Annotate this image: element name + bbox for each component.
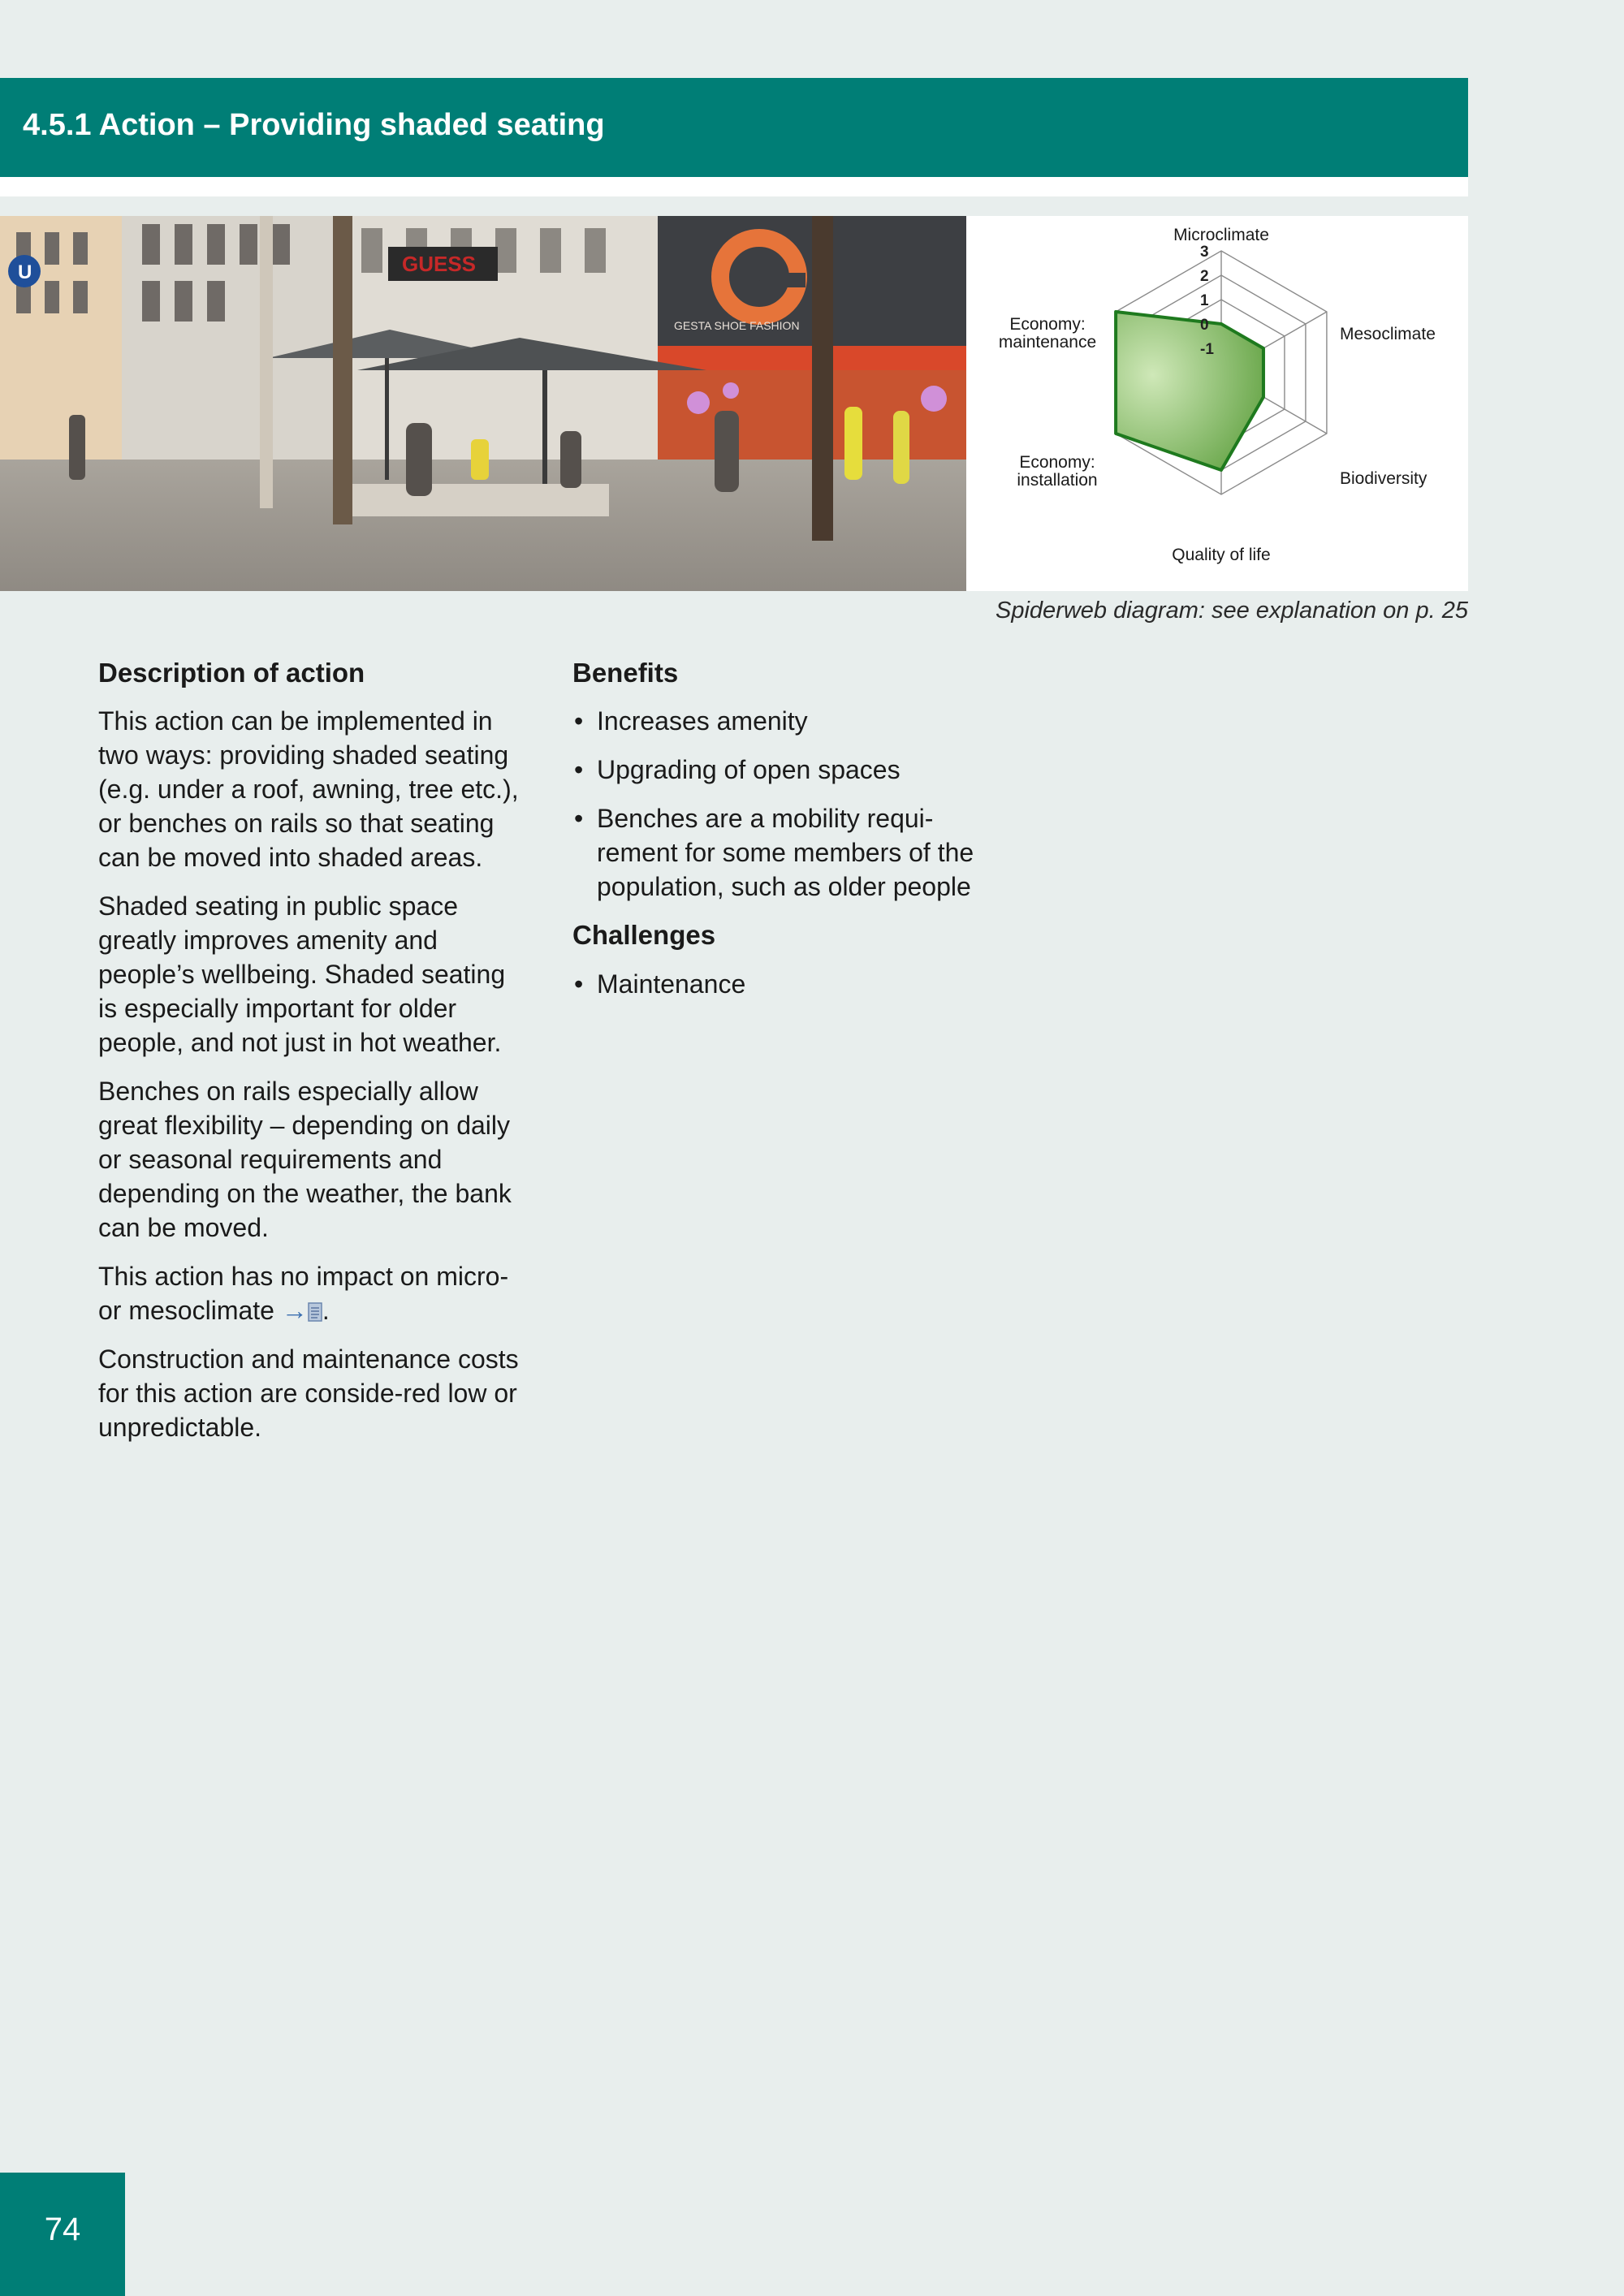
description-paragraph-2: Shaded seating in public space greatly improves amenity and people’s wellbeing. Shaded seating is especially important for older people, and not just in hot weather. (98, 891, 506, 1058)
benefit-text: Benches are a mobility requi-rement for some members of the population, such as older people (597, 804, 974, 902)
radar-axis-label: Mesoclimate (1340, 325, 1436, 343)
radar-axis-label: Economy: installation (1017, 453, 1098, 490)
document-icon (308, 1302, 322, 1322)
metro-sign: U (18, 261, 32, 283)
radar-tick-label: 3 (1200, 244, 1209, 261)
radar-axis-label: Biodiversity (1340, 469, 1427, 488)
challenges-list (572, 967, 987, 1001)
benefit-text: Increases amenity (597, 706, 808, 736)
costs-paragraph: Construction and maintenance costs for this action are conside-red low or unpredictable. (98, 1344, 519, 1443)
description-paragraph-3: Benches on rails especially allow great flexibility – depending on daily or seasonal requirements and depending on the weather, the bank can be moved. (98, 1077, 512, 1243)
description-heading: Description of action (98, 658, 365, 688)
store-sign-text: GESTA SHOE FASHION (674, 319, 800, 332)
header-divider-strip (0, 177, 1468, 196)
benefit-text: Upgrading of open spaces (597, 755, 901, 785)
description-column (98, 656, 529, 1459)
page-number-box (0, 2173, 125, 2296)
bullet-icon: • (574, 969, 584, 999)
radar-axis-label: Microclimate (1173, 226, 1269, 244)
bullet-icon: • (574, 706, 584, 736)
radar-chart (966, 216, 1468, 591)
challenges-heading: Challenges (572, 920, 716, 951)
impact-paragraph: This action has no impact on micro- or mesoclimate → . (98, 1262, 509, 1326)
bullet-icon: • (574, 804, 584, 834)
benefits-list (572, 704, 987, 904)
guess-sign: GUESS (402, 252, 477, 276)
benefits-heading: Benefits (572, 658, 679, 688)
challenge-text: Maintenance (597, 969, 746, 999)
list-item (572, 967, 987, 1001)
impact-text: This action has no impact on micro- or mesoclimate (98, 1262, 509, 1326)
bullet-icon: • (574, 755, 584, 785)
section-header-bar (0, 78, 1468, 177)
spiderweb-diagram (966, 216, 1468, 591)
radar-axis-label: Quality of life (1172, 546, 1271, 564)
radar-tick-label: -1 (1200, 341, 1214, 358)
radar-tick-label: 0 (1200, 317, 1209, 334)
list-item (572, 704, 987, 738)
radar-tick-label: 2 (1200, 268, 1209, 285)
store-sign-letter: G (759, 281, 760, 282)
section-title: 4.5.1 Action – Providing shaded seating (23, 108, 605, 142)
list-item (572, 753, 987, 787)
diagram-caption: Spiderweb diagram: see explanation on p. 25 (996, 598, 1468, 624)
page-number: 74 (44, 2212, 81, 2247)
reference-link[interactable]: → (281, 1296, 308, 1326)
radar-axis-label: Economy: maintenance (998, 315, 1097, 352)
description-paragraph-1: This action can be implemented in two ways: providing shaded seating (e.g. under a roof, awning, tree etc.), or benches on rails so that seating can be moved into shaded areas. (98, 706, 519, 873)
street-photo (0, 216, 966, 591)
radar-tick-label: 1 (1200, 292, 1209, 309)
benefits-column (572, 656, 987, 1016)
list-item (572, 801, 987, 904)
